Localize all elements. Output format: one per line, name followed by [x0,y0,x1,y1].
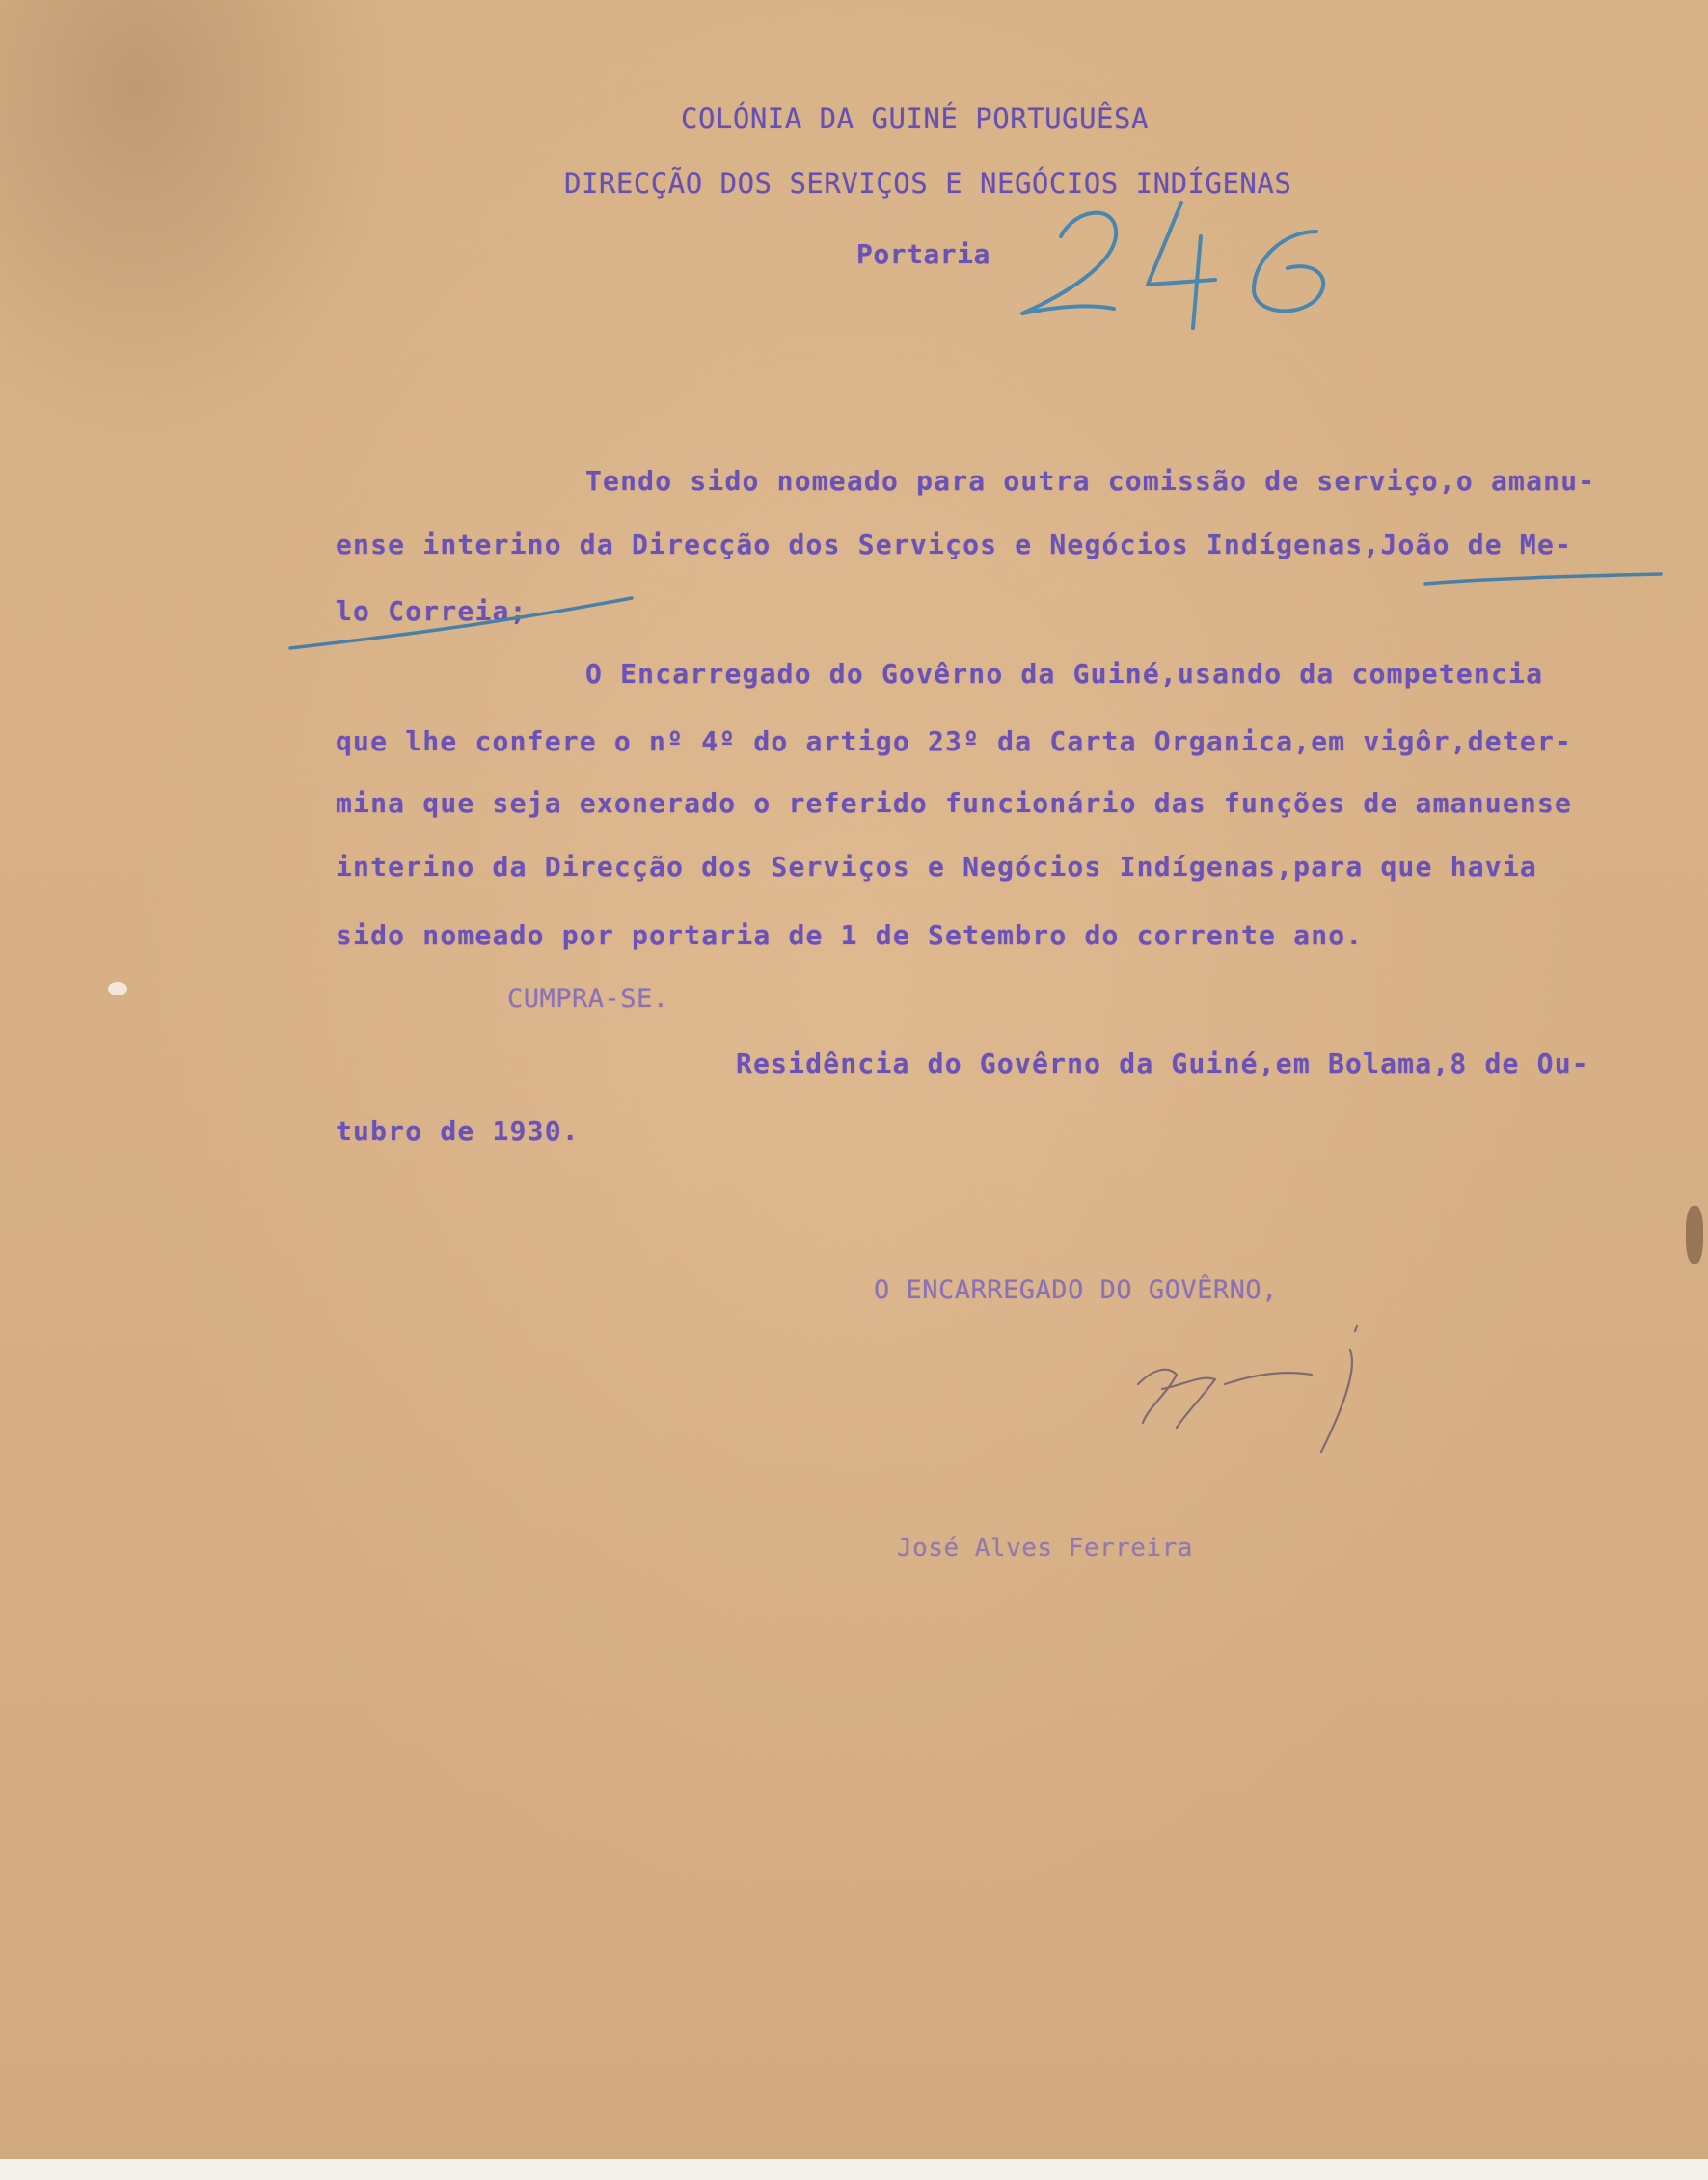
paragraph2-line2: que lhe confere o nº 4º do artigo 23º da Carta Organica,em vigôr,deter- [336,725,1573,757]
paper-blemish [108,982,127,995]
residence-line1: Residência do Govêrno da Guiné,em Bolama,8 de Ou- [736,1048,1589,1079]
paragraph1-line3: lo Correia; [336,595,528,627]
paragraph1-line1: Tendo sido nomeado para outra comissão de serviço,o amanu- [585,465,1596,497]
handwritten-signature [1109,1317,1437,1471]
paragraph1-line2: ense interino da Direcção dos Serviços e Negócios Indígenas,João de Me- [336,529,1573,560]
residence-line2: tubro de 1930. [336,1115,580,1147]
portaria-label: Portaria [856,238,990,270]
pen-underline-name [1418,564,1668,593]
paper-blemish [1686,1206,1703,1264]
paragraph2-line4: interino da Direcção dos Serviços e Negócios Indígenas,para que havia [336,851,1537,883]
signatory-name: José Alves Ferreira [897,1534,1193,1563]
colony-heading: COLÓNIA DA GUINÉ PORTUGUÊSA [681,102,1149,135]
directorate-heading: DIRECÇÃO DOS SERVIÇOS E NEGÓCIOS INDÍGENAS [564,167,1292,200]
paragraph2-line3: mina que seja exonerado o referido funcionário das funções de amanuense [336,787,1573,819]
scan-border [0,2159,1708,2180]
paragraph2-line5: sido nomeado por portaria de 1 de Setembro do corrente ano. [336,919,1364,951]
closing-title: O ENCARREGADO DO GOVÊRNO, [874,1275,1278,1305]
pen-underline-surname [285,588,641,656]
paragraph2-line1: O Encarregado do Govêrno da Guiné,usando da competencia [585,658,1544,690]
cumpra-se: CUMPRA-SE. [507,984,669,1014]
handwritten-portaria-number [1008,183,1355,338]
